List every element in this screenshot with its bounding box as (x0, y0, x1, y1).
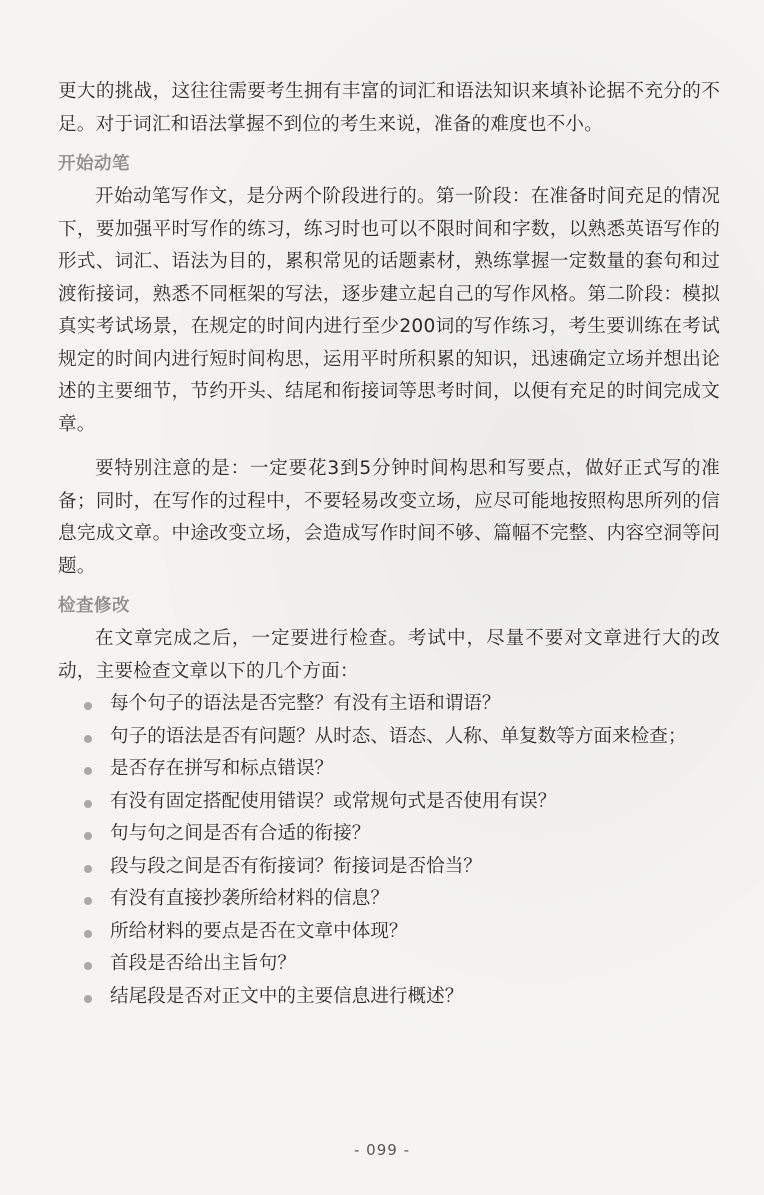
list-item-text: 所给材料的要点是否在文章中体现？ (110, 920, 408, 942)
heading-start-writing: 开始动笔 (58, 154, 130, 174)
bullet-icon (84, 800, 92, 808)
list-item (58, 786, 720, 819)
list-item-text: 首段是否给出主旨句？ (110, 953, 296, 974)
list-item-text: 句子的语法是否有问题？从时态、语态、人称、单复数等方面来检查； (110, 725, 687, 747)
list-item-text: 每个句子的语法是否完整？有没有主语和谓语？ (110, 693, 501, 714)
page-content (58, 76, 720, 1013)
page-number: - 099 - (354, 1141, 410, 1159)
bullet-icon (84, 735, 92, 743)
heading-check-revise: 检查修改 (58, 596, 130, 616)
check-intro-paragraph: 在文章完成之后，一定要进行检查。考试中，尽量不要对文章进行大的改动，主要检查文章以下的几个方面： (58, 628, 720, 682)
intro-paragraph: 更大的挑战，这往往需要考生拥有丰富的词汇和语法知识来填补论据不充分的不足。对于词汇和语法掌握不到位的考生来说，准备的难度也不小。 (58, 81, 720, 135)
bullet-icon (84, 832, 92, 840)
list-item (58, 916, 720, 949)
start-writing-paragraph-1: 开始动笔写作文，是分两个阶段进行的。第一阶段：在准备时间充足的情况下，要加强平时写作的练习，练习时也可以不限时间和字数，以熟悉英语写作的形式、词汇、语法为目的，累积常见的话题素材，熟练掌握一定数量的套句和过渡衔接词，熟悉不同框架的写法，逐步建立起自己的写作风格。第二阶段：模拟真实考试场景，在规定的时间内进行至少200词的写作练习，考生要训练在考试规定的时间内进行短时间构思，运用平时所积累的知识，迅速确定立场并想出论述的主要细节，节约开头、结尾和衔接词等思考时间，以便有充足的时间完成文章。 (58, 186, 720, 435)
list-item (58, 851, 720, 884)
bullet-icon (84, 995, 92, 1003)
bullet-icon (84, 897, 92, 905)
list-item (58, 721, 720, 754)
list-item (58, 981, 720, 1014)
list-item-text: 句与句之间是否有合适的衔接？ (110, 823, 371, 844)
list-item-text: 是否存在拼写和标点错误？ (110, 758, 334, 779)
list-item-text: 结尾段是否对正文中的主要信息进行概述？ (110, 985, 464, 1007)
list-item (58, 688, 720, 721)
bullet-icon (84, 962, 92, 970)
list-item (58, 948, 720, 981)
start-writing-paragraph-2: 要特别注意的是：一定要花3到5分钟时间构思和写要点，做好正式写的准备；同时，在写作的过程中，不要轻易改变立场，应尽可能地按照构思所列的信息完成文章。中途改变立场，会造成写作时间不够、篇幅不完整、内容空洞等问题。 (58, 458, 720, 577)
bullet-icon (84, 930, 92, 938)
bullet-icon (84, 767, 92, 775)
list-item (58, 883, 720, 916)
bullet-icon (84, 702, 92, 710)
list-item (58, 753, 720, 786)
bullet-icon (84, 865, 92, 873)
paragraph-gap (58, 441, 720, 453)
list-item (58, 818, 720, 851)
checklist (58, 688, 720, 1013)
list-item-text: 有没有固定搭配使用错误？或常规句式是否使用有误？ (110, 790, 557, 812)
list-item-text: 段与段之间是否有衔接词？衔接词是否恰当？ (110, 855, 482, 877)
list-item-text: 有没有直接抄袭所给材料的信息？ (110, 888, 389, 909)
